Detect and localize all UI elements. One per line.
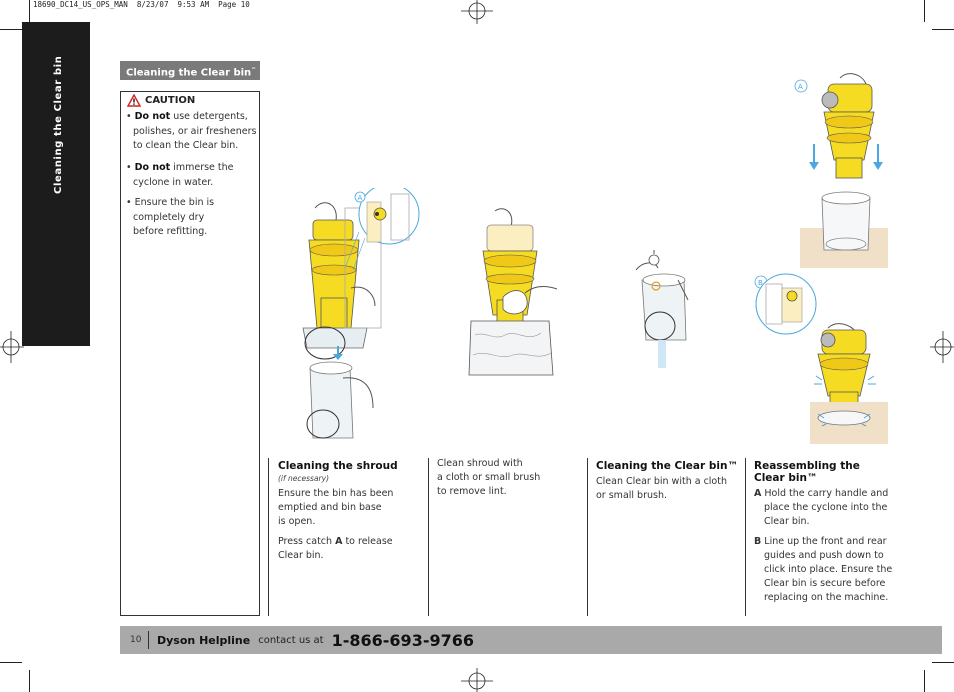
step-a: A Hold the carry handle and place the cyclone into the Clear bin. (754, 488, 889, 527)
registration-mark-icon (455, 668, 499, 692)
caution-bullet: • Do not immerse the cyclone in water. (126, 162, 234, 188)
crop-mark (29, 670, 30, 692)
caution-bullet: • Do not use detergents, polishes, or air fresheners to clean the Clear bin. (126, 111, 257, 151)
illustration-label-b: B (758, 279, 763, 287)
illustration-shroud-release (295, 188, 425, 448)
crop-mark (932, 662, 954, 663)
crop-mark (924, 670, 925, 692)
print-slug: 18690_DC14_US_OPS_MAN 8/23/07 9:53 AM Page 10 (33, 0, 250, 9)
illustration-bin-clean (628, 240, 698, 370)
phone-number: 1-866-693-9766 (331, 630, 474, 650)
illustration-shroud-clean (465, 205, 575, 385)
registration-mark-icon (0, 325, 24, 369)
illustration-label-a: A (357, 194, 363, 202)
crop-mark (0, 662, 22, 663)
crop-mark (932, 29, 954, 30)
caution-heading: CAUTION (127, 94, 195, 107)
column-heading: Reassembling the Clear bin™ (754, 460, 860, 484)
registration-mark-icon (930, 325, 954, 369)
column-heading: Cleaning the Clear bin™ (596, 460, 738, 472)
step-b: B Line up the front and rear guides and push down to click into place. Ensure the Clear bin is secure before replacing on the machine. (754, 536, 893, 603)
column-divider (745, 458, 746, 616)
crop-mark (924, 0, 925, 22)
section-header: Cleaning the Clear bin™ (120, 61, 260, 80)
column-divider (587, 458, 588, 616)
column-heading: Cleaning the shroud (278, 460, 398, 472)
column-note: (if necessary) (278, 474, 329, 483)
column-paragraph: Ensure the bin has been emptied and bin base is open. (278, 488, 394, 527)
footer-divider (148, 631, 149, 649)
illustration-label-a: A (798, 83, 803, 91)
footer-band (120, 626, 942, 654)
crop-mark (0, 29, 22, 30)
column-divider (268, 458, 269, 616)
contact-label: contact us at (258, 634, 324, 646)
page-number: 10 (130, 635, 142, 645)
caution-bullet: • Ensure the bin is completely dry before refitting. (126, 197, 215, 237)
column-paragraph: Clean Clear bin with a cloth or small brush. (596, 476, 727, 501)
illustration-reassemble-a (792, 70, 902, 270)
crop-mark (29, 0, 30, 22)
illustration-reassemble-b (752, 268, 902, 453)
warning-triangle-icon (127, 94, 141, 107)
helpline-label: Dyson Helpline (157, 633, 251, 647)
registration-mark-icon (455, 0, 499, 24)
column-paragraph: Clean shroud with a cloth or small brush to remove lint. (437, 458, 541, 497)
column-paragraph: Press catch A to release Clear bin. (278, 536, 393, 561)
side-tab-title: Cleaning the Clear bin (53, 55, 64, 194)
column-divider (428, 458, 429, 616)
